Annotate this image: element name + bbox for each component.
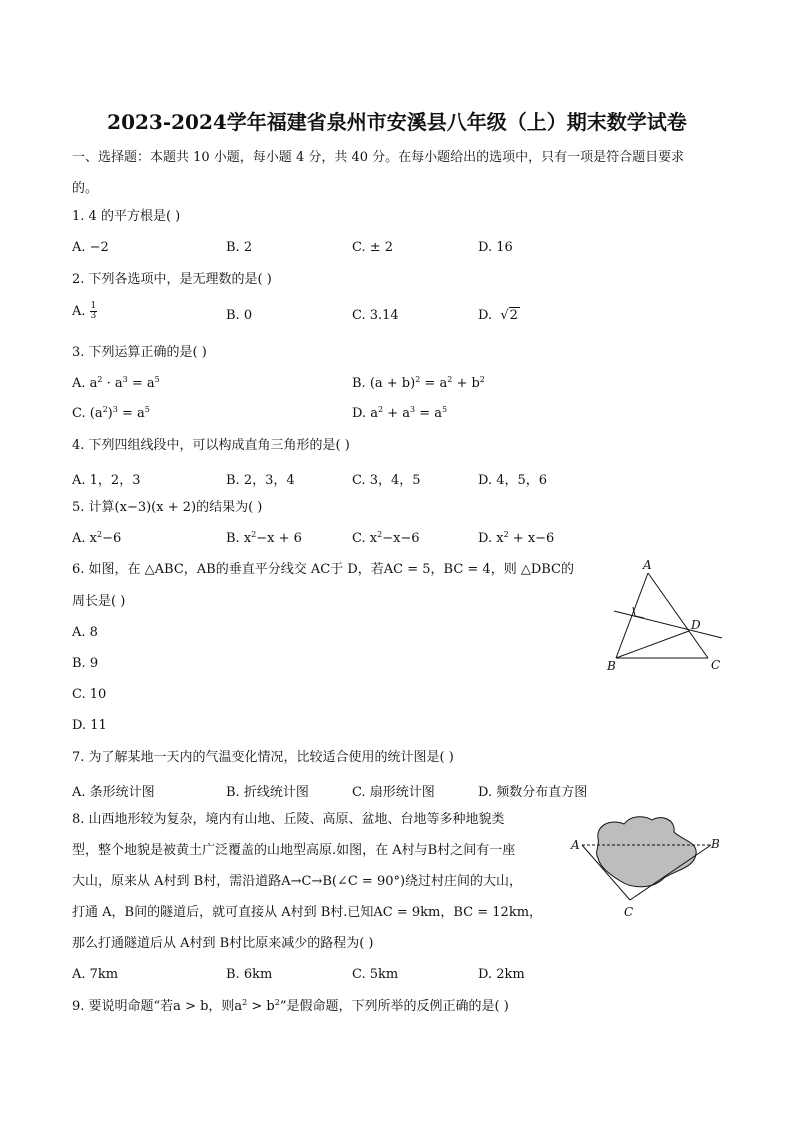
- exponent: 3: [112, 405, 118, 414]
- fraction-denominator: 3: [90, 311, 97, 321]
- q8-stem-line5: 那么打通隧道后从 A村到 B村比原来减少的路程为( ): [72, 936, 374, 951]
- q7-option-c: C. 扇形统计图: [352, 785, 435, 800]
- q8-stem-line4: 打通 A，B间的隧道后，就可直接从 A村到 B村.已知AC = 9km，BC = 12km，: [72, 905, 543, 920]
- exponent: 3: [122, 375, 128, 384]
- q8-option-a: A. 7km: [72, 967, 119, 982]
- q3-option-c: [72, 406, 150, 421]
- q7-option-d: D. 频数分布直方图: [478, 785, 588, 800]
- q6-triangle-figure: [600, 556, 728, 676]
- exponent: 5: [154, 375, 160, 384]
- exponent: 2: [377, 405, 384, 414]
- q8-option-c: C. 5km: [352, 967, 399, 982]
- q2-option-c: C. 3.14: [352, 308, 399, 323]
- q5c-text: −x−6: [382, 531, 420, 546]
- q9-text: 9. 要说明命题“若a > b，则a: [72, 999, 243, 1014]
- q3b-text: + b: [452, 376, 480, 391]
- q9-stem: [72, 999, 509, 1015]
- q5a-text: −6: [102, 531, 122, 546]
- exponent: 2: [447, 375, 453, 384]
- q3b-text: = a: [420, 376, 448, 391]
- label-b: B: [607, 659, 616, 673]
- q3d-text: = a: [415, 406, 443, 421]
- label-a: A: [643, 558, 652, 572]
- q3-stem: 3. 下列运算正确的是( ): [72, 345, 207, 360]
- q8-stem-line2: 型，整个地貌是被黄土广泛覆盖的山地型高原.如图，在 A村与B村之间有一座: [72, 843, 516, 858]
- exponent: 5: [442, 405, 448, 414]
- segment-ac: [648, 573, 708, 658]
- q1-stem: 1. 4 的平方根是( ): [72, 209, 181, 224]
- q3c-text: ): [107, 406, 113, 421]
- q6-option-b: B. 9: [72, 656, 99, 671]
- q3a-text: A. a: [72, 376, 98, 391]
- q3b-text: B. (a + b): [352, 376, 416, 391]
- label-d: D: [691, 618, 701, 632]
- q3d-text: + a: [383, 406, 410, 421]
- exponent: 2: [102, 405, 108, 414]
- q5-option-a: [72, 531, 121, 546]
- fraction: [90, 302, 98, 321]
- q8-option-d: D. 2km: [478, 967, 525, 982]
- q4-option-d: D. 4，5，6: [478, 473, 548, 488]
- q1-option-c: C. ± 2: [352, 240, 394, 255]
- fraction-numerator: 1: [90, 301, 97, 311]
- q5d-text: + x−6: [508, 531, 555, 546]
- exponent: 2: [274, 998, 280, 1007]
- segment-bd: [616, 631, 689, 658]
- exponent: 3: [410, 405, 416, 414]
- q3d-text: D. a: [352, 406, 378, 421]
- q3-option-d: [352, 406, 447, 421]
- q6-option-c: C. 10: [72, 687, 107, 702]
- q2-option-d-label: D.: [478, 308, 493, 323]
- q1-option-b: B. 2: [226, 240, 253, 255]
- q2-option-d: [478, 308, 520, 323]
- q5d-text: D. x: [478, 531, 504, 546]
- q7-option-b: B. 折线统计图: [226, 785, 309, 800]
- exponent: 2: [503, 530, 509, 539]
- q8-stem-line1: 8. 山西地形较为复杂，境内有山地、丘陵、高原、盆地、台地等多种地貌类: [72, 812, 505, 827]
- q2-option-a-label: A.: [72, 304, 86, 319]
- q5-stem: 5. 计算(x−3)(x + 2)的结果为( ): [72, 500, 263, 515]
- exponent: 2: [415, 375, 421, 384]
- exponent: 2: [97, 375, 103, 384]
- perpendicular-bisector: [614, 611, 722, 638]
- q4-option-c: C. 3，4，5: [352, 473, 421, 488]
- q5c-text: C. x: [352, 531, 378, 546]
- q9-text: > b: [247, 999, 275, 1014]
- page-title: 2023-2024学年福建省泉州市安溪县八年级（上）期末数学试卷: [107, 110, 687, 134]
- q6-option-a: A. 8: [72, 625, 98, 640]
- label-b: B: [711, 837, 720, 851]
- q4-option-b: B. 2，3，4: [226, 473, 295, 488]
- q5-option-b: [226, 531, 302, 546]
- label-c: C: [624, 905, 634, 919]
- q3c-text: = a: [117, 406, 145, 421]
- q5b-text: B. x: [226, 531, 252, 546]
- q6-option-d: D. 11: [72, 718, 107, 733]
- q5-option-c: [352, 531, 420, 546]
- q8-stem-line3: 大山，原来从 A村到 B村，需沿道路A→C→B(∠C = 90°)绕过村庄间的大山，: [72, 874, 523, 889]
- exponent: 2: [479, 375, 485, 384]
- q3a-text: = a: [127, 376, 155, 391]
- sqrt-radicand: 2: [509, 308, 518, 323]
- q1-option-a: A. −2: [72, 240, 109, 255]
- exponent: 2: [242, 998, 248, 1007]
- q7-option-a: A. 条形统计图: [72, 785, 155, 800]
- sqrt-expression: √2: [500, 308, 518, 323]
- exponent: 2: [251, 530, 257, 539]
- section-heading-line2: 的。: [72, 181, 99, 196]
- q2-option-a: [72, 302, 97, 321]
- label-c: C: [711, 658, 721, 672]
- q2-stem: 2. 下列各选项中，是无理数的是( ): [72, 272, 272, 287]
- q5-option-d: [478, 531, 554, 546]
- mountain-shape: [597, 817, 697, 887]
- q4-option-a: A. 1，2，3: [72, 473, 141, 488]
- q5a-text: A. x: [72, 531, 97, 546]
- q3-option-a: [72, 376, 160, 391]
- q6-stem-line2: 周长是( ): [72, 594, 126, 609]
- q4-stem: 4. 下列四组线段中，可以构成直角三角形的是( ): [72, 438, 350, 453]
- q6-stem-line1: 6. 如图，在 △ABC，AB的垂直平分线交 AC于 D，若AC = 5，BC = 4，则 △DBC的: [72, 562, 574, 577]
- q1-option-d: D. 16: [478, 240, 513, 255]
- q3-option-b: [352, 376, 485, 391]
- q2-option-b: B. 0: [226, 308, 253, 323]
- q8-mountain-figure: [566, 808, 726, 922]
- section-heading-line1: 一、选择题：本题共 10 小题，每小题 4 分，共 40 分。在每小题给出的选项中，只有一项是符合题目要求: [72, 150, 685, 165]
- q3a-text: · a: [102, 376, 123, 391]
- exponent: 2: [377, 530, 383, 539]
- q9-text: ”是假命题，下列所举的反例正确的是( ): [279, 999, 509, 1014]
- q7-stem: 7. 为了解某地一天内的气温变化情况，比较适合使用的统计图是( ): [72, 750, 454, 765]
- exponent: 5: [144, 405, 150, 414]
- q5b-text: −x + 6: [256, 531, 302, 546]
- exponent: 2: [96, 530, 103, 539]
- label-a: A: [571, 838, 580, 852]
- q3c-text: C. (a: [72, 406, 103, 421]
- q8-option-b: B. 6km: [226, 967, 273, 982]
